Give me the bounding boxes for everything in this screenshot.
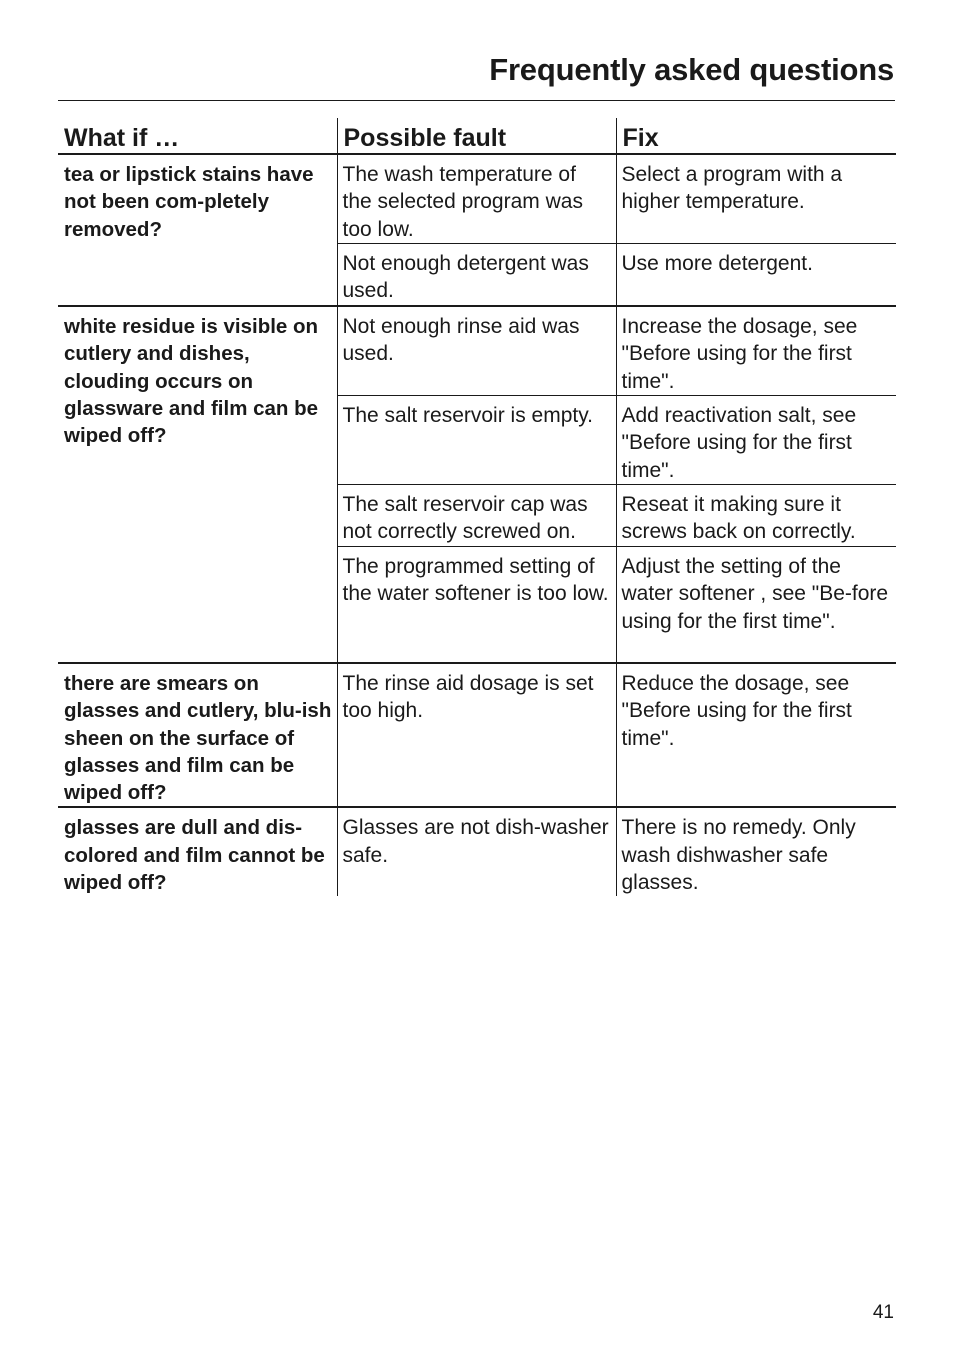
fault-cell: Not enough detergent was used. xyxy=(337,244,616,307)
fault-cell: Glasses are not dish-washer safe. xyxy=(337,807,616,896)
table-header-row xyxy=(58,118,896,154)
column-header-fix: Fix xyxy=(616,118,896,154)
table-row xyxy=(58,306,896,396)
question-cell: glasses are dull and dis-colored and film cannot be wiped off? xyxy=(58,807,337,896)
column-header-what-if: What if … xyxy=(58,118,337,154)
title-divider xyxy=(58,100,895,101)
page-number: 41 xyxy=(872,1302,894,1323)
page-title: Frequently asked questions xyxy=(489,52,894,87)
fault-cell: The rinse aid dosage is set too high. xyxy=(337,663,616,807)
column-header-possible-fault: Possible fault xyxy=(337,118,616,154)
fix-cell: Increase the dosage, see "Before using for the first time". xyxy=(616,306,896,396)
fix-cell: There is no remedy. Only wash dishwasher safe glasses. xyxy=(616,807,896,896)
fix-cell: Adjust the setting of the water softener , see "Be-fore using for the first time". xyxy=(616,547,896,664)
fix-cell: Select a program with a higher temperature. xyxy=(616,154,896,244)
fault-cell: The programmed setting of the water softener is too low. xyxy=(337,547,616,664)
question-cell: white residue is visible on cutlery and dishes, clouding occurs on glassware and film can be wiped off? xyxy=(58,306,337,663)
table-row xyxy=(58,154,896,244)
fault-cell: The salt reservoir is empty. xyxy=(337,396,616,485)
fix-cell: Reduce the dosage, see "Before using for the first time". xyxy=(616,663,896,807)
fix-cell: Add reactivation salt, see "Before using for the first time". xyxy=(616,396,896,485)
fix-cell: Reseat it making sure it screws back on correctly. xyxy=(616,485,896,547)
question-cell: tea or lipstick stains have not been com-pletely removed? xyxy=(64,163,314,241)
table-row xyxy=(58,807,896,896)
faq-table xyxy=(58,118,896,896)
fault-cell: The salt reservoir cap was not correctly screwed on. xyxy=(337,485,616,547)
fault-cell: The wash temperature of the selected program was too low. xyxy=(337,154,616,244)
fix-cell: Use more detergent. xyxy=(616,244,896,307)
question-cell: there are smears on glasses and cutlery, blu-ish sheen on the surface of glasses and film can be wiped off? xyxy=(58,663,337,807)
table-row xyxy=(58,663,896,807)
fault-cell: Not enough rinse aid was used. xyxy=(337,306,616,396)
